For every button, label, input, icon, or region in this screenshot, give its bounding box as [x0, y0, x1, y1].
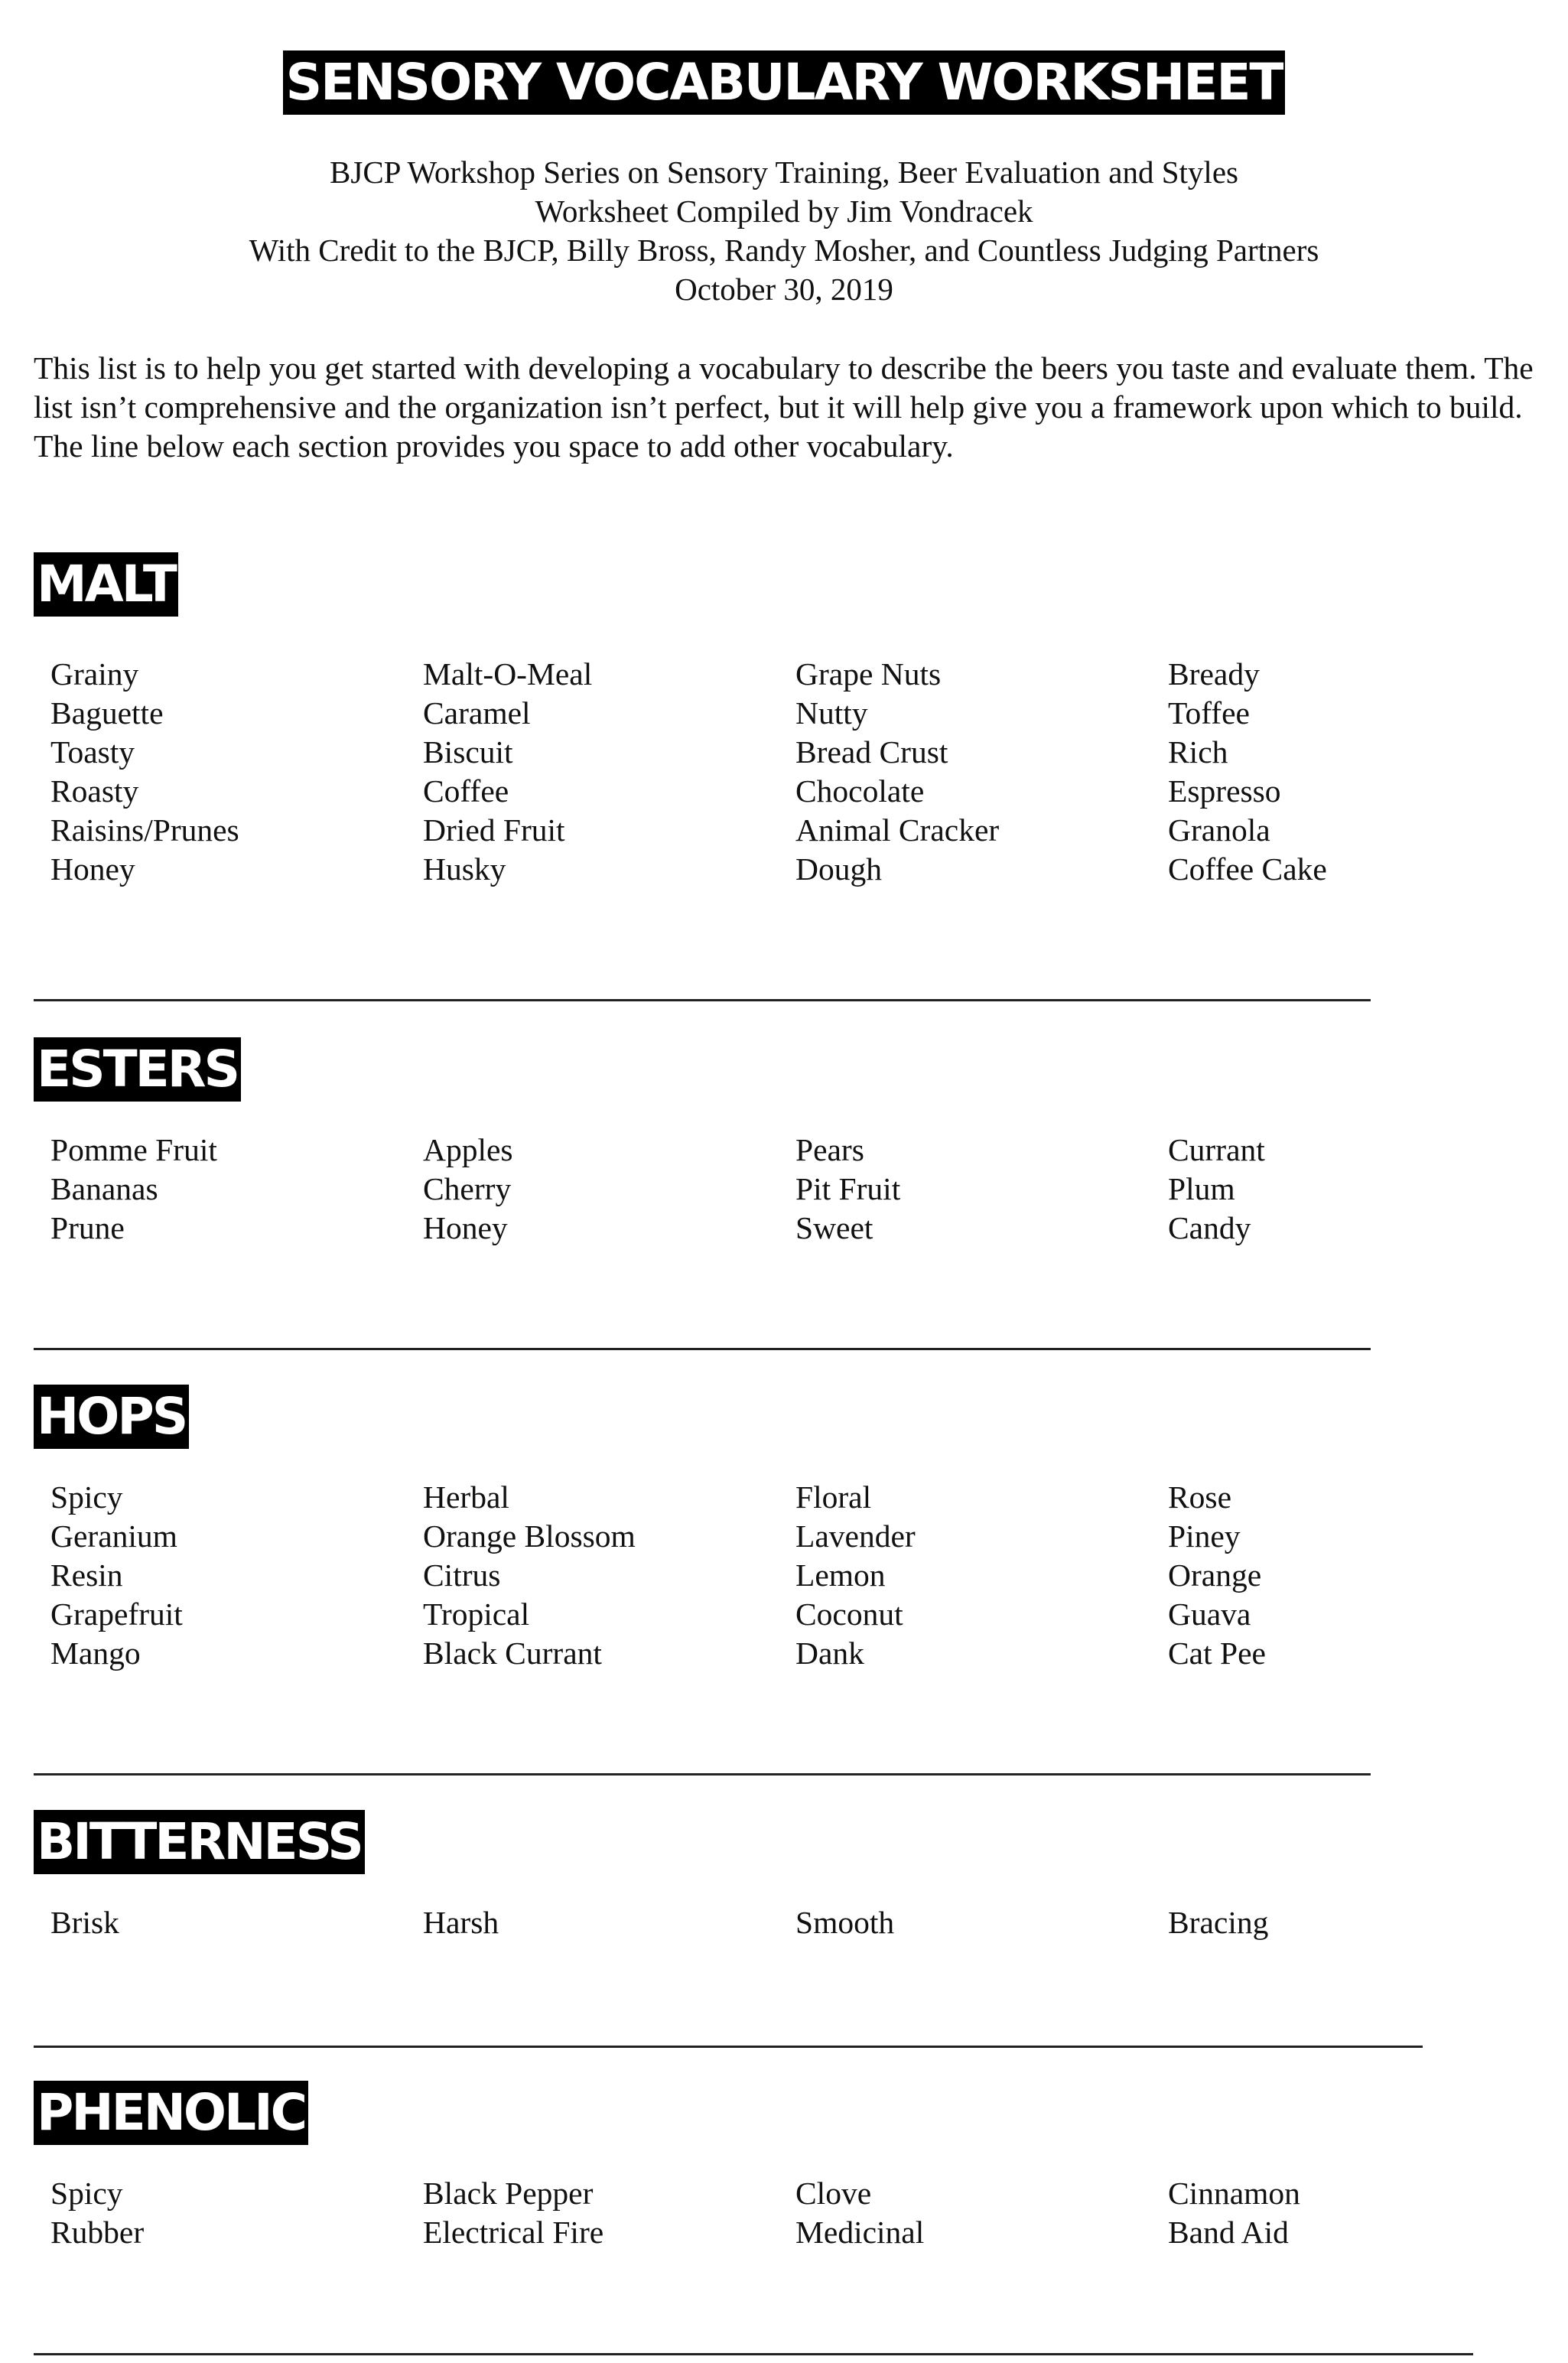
term: Apples — [423, 1132, 513, 1167]
worksheet-title: SENSORY VOCABULARY WORKSHEET — [283, 50, 1286, 115]
term: Raisins/Prunes — [50, 812, 239, 848]
notes-line-malt — [34, 999, 1371, 1001]
term: Orange Blossom — [423, 1518, 636, 1554]
intro-paragraph: This list is to help you get started with developing a vocabulary to describe the beers you taste and evaluate them. The list isn’t comprehensive and the organization isn’t perfect, but it will help give you a framework upon which to build. The line below each section provides you space to add other vocabulary. — [34, 350, 1534, 464]
term: Prune — [50, 1210, 125, 1245]
term: Spicy — [50, 2176, 123, 2211]
term: Floral — [795, 1479, 872, 1515]
term: Caramel — [423, 695, 531, 731]
term: Smooth — [795, 1905, 895, 1940]
term: Currant — [1168, 1132, 1265, 1167]
term: Husky — [423, 851, 506, 887]
term: Honey — [423, 1210, 508, 1245]
term: Rose — [1168, 1479, 1231, 1515]
term-grid-phenolic — [50, 2174, 1540, 2252]
term: Coconut — [795, 1596, 903, 1632]
notes-line-bitterness — [34, 2046, 1423, 2048]
term: Sweet — [795, 1210, 873, 1245]
term: Herbal — [423, 1479, 509, 1515]
term: Dough — [795, 851, 882, 887]
term: Bananas — [50, 1171, 158, 1206]
term: Bracing — [1168, 1905, 1269, 1940]
section-heading-bitterness: BITTERNESS — [34, 1810, 365, 1874]
subtitle-line: With Credit to the BJCP, Billy Bross, Randy Mosher, and Countless Judging Partners — [249, 233, 1319, 268]
term-grid-malt — [50, 655, 1540, 889]
term: Granola — [1168, 812, 1270, 848]
term: Honey — [50, 851, 135, 887]
term: Grape Nuts — [795, 656, 942, 692]
term: Dried Fruit — [423, 812, 565, 848]
notes-line-hops — [34, 1773, 1371, 1776]
term: Cinnamon — [1168, 2176, 1300, 2211]
term-grid-hops — [50, 1478, 1540, 1673]
term-grid-bitterness — [50, 1903, 1540, 1942]
term: Clove — [795, 2176, 872, 2211]
term: Roasty — [50, 773, 139, 809]
term: Black Pepper — [423, 2176, 594, 2211]
term: Cat Pee — [1168, 1636, 1266, 1671]
term: Pomme Fruit — [50, 1132, 217, 1167]
term: Plum — [1168, 1171, 1235, 1206]
term: Tropical — [423, 1596, 530, 1632]
section-heading-malt: MALT — [34, 552, 178, 617]
term: Black Currant — [423, 1636, 602, 1671]
term: Bread Crust — [795, 734, 948, 770]
term: Orange — [1168, 1557, 1262, 1593]
subtitle-block — [0, 153, 1568, 309]
term: Coffee — [423, 773, 509, 809]
term: Brisk — [50, 1905, 119, 1940]
term: Piney — [1168, 1518, 1241, 1554]
section-heading-phenolic: PHENOLIC — [34, 2081, 308, 2145]
term-grid-esters — [50, 1131, 1540, 1248]
term: Band Aid — [1168, 2215, 1289, 2250]
term: Lemon — [795, 1557, 886, 1593]
term: Resin — [50, 1557, 123, 1593]
subtitle-line: October 30, 2019 — [675, 272, 893, 307]
notes-line-esters — [34, 1348, 1371, 1350]
term: Lavender — [795, 1518, 916, 1554]
term: Pit Fruit — [795, 1171, 901, 1206]
term: Geranium — [50, 1518, 177, 1554]
term: Grapefruit — [50, 1596, 183, 1632]
term: Harsh — [423, 1905, 499, 1940]
term: Toffee — [1168, 695, 1250, 731]
term: Spicy — [50, 1479, 123, 1515]
term: Medicinal — [795, 2215, 925, 2250]
term: Pears — [795, 1132, 864, 1167]
subtitle-line: Worksheet Compiled by Jim Vondracek — [535, 194, 1033, 229]
term: Biscuit — [423, 734, 513, 770]
section-heading-hops: HOPS — [34, 1385, 189, 1449]
term: Bready — [1168, 656, 1260, 692]
term: Animal Cracker — [795, 812, 1000, 848]
term: Malt-O-Meal — [423, 656, 593, 692]
worksheet-title-wrap — [0, 50, 1568, 115]
term: Guava — [1168, 1596, 1251, 1632]
term: Nutty — [795, 695, 868, 731]
subtitle-line: BJCP Workshop Series on Sensory Training, Beer Evaluation and Styles — [330, 155, 1238, 190]
term: Espresso — [1168, 773, 1281, 809]
term: Mango — [50, 1636, 141, 1671]
term: Citrus — [423, 1557, 501, 1593]
term: Candy — [1168, 1210, 1251, 1245]
term: Electrical Fire — [423, 2215, 604, 2250]
term: Dank — [795, 1636, 864, 1671]
term: Baguette — [50, 695, 164, 731]
notes-line-phenolic — [34, 2353, 1473, 2355]
term: Cherry — [423, 1171, 512, 1206]
term: Rubber — [50, 2215, 145, 2250]
section-heading-esters: ESTERS — [34, 1037, 241, 1102]
term: Toasty — [50, 734, 135, 770]
term: Chocolate — [795, 773, 925, 809]
term: Rich — [1168, 734, 1228, 770]
term: Coffee Cake — [1168, 851, 1327, 887]
term: Grainy — [50, 656, 139, 692]
